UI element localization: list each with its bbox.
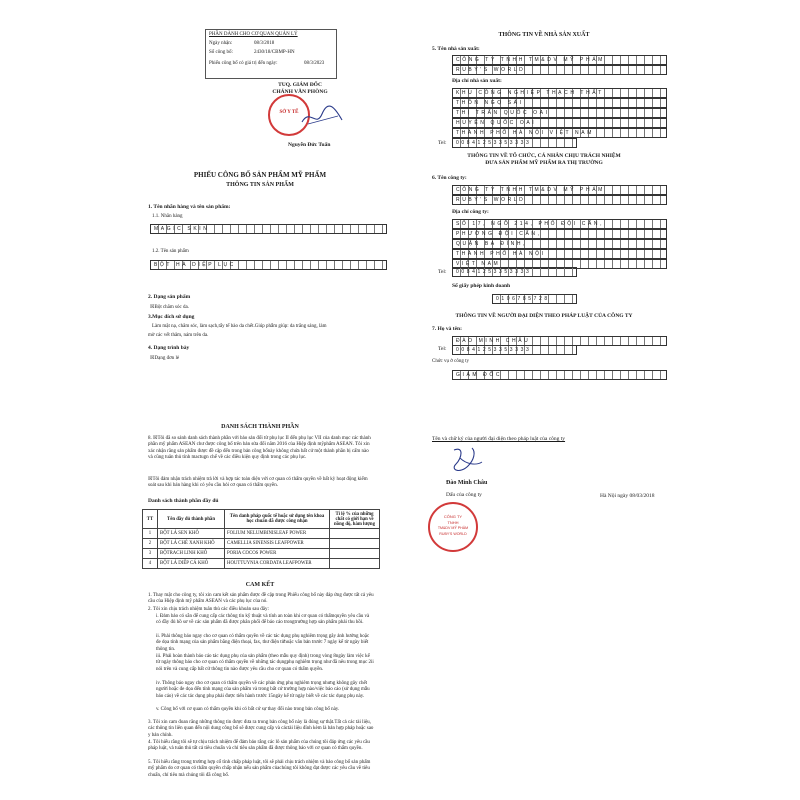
company-address-line-3: QUẬN BA ĐÌNH, <box>452 239 667 249</box>
page-ingredients <box>120 402 400 796</box>
ingredients-table-header <box>143 510 380 529</box>
q1-2-label: 1.2. Tên sản phẩm <box>152 249 189 254</box>
section-title: THÔNG TIN SẢN PHẨM <box>226 182 294 188</box>
row-index: 2 <box>143 539 158 549</box>
decl-number-label: Số công bố: <box>209 50 233 55</box>
valid-until-label: Phiếu công bố có giá trị đến ngày: <box>209 61 278 66</box>
row-index: 4 <box>143 559 158 569</box>
maker-address-line-5: THÀNH PHỐ HÀ NỘI VIỆT NAM <box>452 128 667 138</box>
q4-value: ☒Dạng đơn lẻ <box>150 356 180 361</box>
row-name: BỘT LÁ DIẾP CÁ KHÔ <box>158 559 225 569</box>
table-row <box>143 539 380 549</box>
legal-rep-title: THÔNG TIN VỀ NGƯỜI ĐẠI DIỆN THEO PHÁP LUẬT CỦA CÔNG TY <box>455 313 633 319</box>
signatory-role-1: TUQ. GIÁM ĐỐC <box>278 82 322 88</box>
q7-label: 7. Họ và tên: <box>432 326 462 332</box>
rep-tel-label: Tel: <box>438 346 447 352</box>
maker-name-line-1: CÔNG TY TNHH TM&DV MỸ PHẨM <box>452 55 667 65</box>
commitment-title: CAM KẾT <box>245 582 275 588</box>
q2-value: ☒Bột chăm sóc da. <box>150 305 189 310</box>
company-name-line-1: CÔNG TY TNHH TM&DV MỸ PHẨM <box>452 185 667 195</box>
col-header-limit: Tỉ lệ % của những chất có giới hạn về nồng độ, hàm lượng <box>330 510 380 529</box>
company-address-line-2: PHƯỜNG ĐỘI CẤN, <box>452 229 667 239</box>
q3-value-1: Làm mặt nạ, chăm sóc, làm sạch,tẩy tế bào da chết.Giúp phẫm giúp: da trắng sáng, làm <box>152 324 327 329</box>
company-seal-line-1: CÔNG TY <box>443 514 463 519</box>
commitment-1: 1. Thay mặt cho công ty, tôi xin cam kết sản phẩm được đề cập trong Phiếu công bố này đáp ứng được tất cả yêu cầu của Hiệp định mỹ phẩm ASEAN và các phụ lục của nó. <box>148 593 374 605</box>
commitment-3: 3. Tôi xin cam đoan rằng những thông tin được đưa ra trong bản công bố này là đúng sự thật.Tất cả các tài liệu, các thông tin liên quan đến nội dung công bố sẽ được cung cấp và cáctài liệu đính kèm là bản hợp pháp hoặc sao y bản chính. <box>148 720 374 738</box>
row-inci: PORIA COCOS POWER <box>225 549 330 559</box>
maker-tel-label: Tel: <box>438 140 447 146</box>
position-field: GIÁM ĐỐC <box>452 370 667 380</box>
company-tel-label: Tel: <box>438 269 447 275</box>
col-header-inci: Tên danh pháp quốc tế hoặc sử dụng tên khoa học chuẩn đã được công nhận <box>225 510 330 529</box>
statement-para-1: 8. ☒Tôi đã so sánh danh sách thành phần với bảo sản đối từ phụ lục II đến phụ lục VII của danh mục các thành phần mỹ phẩm ASEAN chư được công bố trên bản sửa đổi năm 2016 của Hiệp định mỹphẩm ASEAN. Tôi xin xác nhận rằng sản phẩm được đề cập đến trong bản công bốnày không chứa bất cứ một thành phần bị cấm nào và cũng tuân thủ tính mactugn chế về các điều kiện quy định trong các phụ lục. <box>148 436 371 461</box>
company-address-label: Địa chỉ công ty: <box>452 209 489 215</box>
maker-address-line-2: THÔN NGỌ SÀI <box>452 98 667 108</box>
maker-address-line-1: KHU CÔNG NGHIỆP THẠCH THẤT <box>452 88 667 98</box>
commitment-2-iii: iii. Phải hoàn thành báo cáo tác dụng phụ của sản phẩm (theo mẫu quy định) trong vòng 8ngày làm việc kể từ ngày thông báo cho cơ quan có thẩm quyền về những tác dụngphụ nghiêm trọng như đã nêu trong mục 2ii nói trên và cung cấp bất cứ thông tin nào được yêu cầu cho cơ quan có thẩm quyền. <box>156 654 374 672</box>
company-seal-line-3: TM&DV MỸ PHẨM <box>437 526 469 530</box>
brand-field: MAGIC SKIN <box>150 224 387 234</box>
row-inci: FOLIUM NELUMBINISLEAF POWER <box>225 529 330 539</box>
q2-label: 2. Dạng sản phẩm <box>148 294 191 300</box>
statement-para-2: ☒Tôi đảm nhận trách nhiệm trả lời và hợp tác toàn diện với cơ quan có thẩm quyền về bất kỳ hoạt động kiểm soát sau khi bán hàng khi có yêu cầu hỏi cơ quan có thẩm quyền. <box>148 477 368 489</box>
commitment-4: 4. Tôi hiểu rằng tôi sẽ tự chịu trách nhiệm để đảm bảo rằng các lô sản phẩm của chúng tôi đáp ứng các yêu cầu pháp luật, và tuân thủ tất cả tiêu chuẩn và chỉ tiêu sản phẩm đã được thông báo với cơ quan có thẩm quyền. <box>148 740 370 752</box>
company-address-line-4: THÀNH PHỐ HÀ NỘI <box>452 249 667 259</box>
signature-label: Tên và chữ ký của người đại diện theo pháp luật của công ty <box>432 436 566 442</box>
col-header-index: TT <box>143 510 158 529</box>
row-index: 3 <box>143 549 158 559</box>
rep-name-field: ĐÀO MINH CHÂU <box>452 336 667 346</box>
commitment-2-ii: ii. Phải thông báo ngay cho cơ quan có thẩm quyền về các tác dụng phụ nghiêm trọng gây ảnh hưởng hoặc đe dọa tính mạng của sản phẩm bằng điện thoại, fax, thư điện tửhoặc văn bản trước 7 ngày kể từ ngày biết thông tin. <box>156 634 370 652</box>
commitment-2-iv: iv. Thông báo ngay cho cơ quan có thẩm quyền về các phản ứng phụ nghiêm trọng nhưng không gây chết người hoặc đe dọa đến tính mạng của sản phẩm và trong bất cứ trường hợp nào/việc báo cáo (sử dụng mẫu báo cáo) về các tác dụng phụ phải được tiến hành trước 15ngày kể từ ngày biết về các tác dụng phụ này. <box>156 681 370 699</box>
row-limit <box>330 539 380 549</box>
receive-date-value: 08/3/2018 <box>254 41 275 46</box>
q4-label: 4. Dạng trình bày <box>148 345 190 351</box>
authority-box-header: PHẦN DÀNH CHO CƠ QUAN QUẢN LÝ <box>209 32 298 37</box>
row-limit <box>330 549 380 559</box>
maker-address-line-4: HUYỆN QUỐC OAI <box>452 118 667 128</box>
company-address-line-5: VIỆT NAM <box>452 259 667 269</box>
product-name-field: BỘT HÀ DIỆP LỤC <box>150 260 387 270</box>
col-header-name: Tên đầy đủ thành phần <box>158 510 225 529</box>
ingredients-table <box>142 509 380 569</box>
page-product-info <box>120 8 401 400</box>
row-name: BỘTRACH LINH KHÔ <box>158 549 225 559</box>
license-label: Số giấy phép kinh doanh <box>452 283 511 289</box>
rep-tel-field: 00841253353333 <box>452 345 577 355</box>
row-name: BỘT LÁ SEN KHÔ <box>158 529 225 539</box>
position-label: Chức vụ ở công ty <box>432 359 470 364</box>
company-rep-signature <box>446 444 486 478</box>
company-name-line-2: RUBY'S WORLD <box>452 195 667 205</box>
company-seal-line-4: RUBY'S WORLD <box>439 532 467 536</box>
form-title: PHIẾU CÔNG BỐ SẢN PHẨM MỸ PHẨM <box>193 171 327 179</box>
commitment-2: 2. Tôi xin chịu trách nhiệm tuân thủ các điều khoản sau đây: <box>148 607 269 612</box>
official-signature <box>298 102 348 132</box>
full-list-title: Danh sách thành phần đầy đủ <box>148 498 219 504</box>
signer-name: Đào Minh Châu <box>446 480 488 486</box>
table-row <box>143 529 380 539</box>
stamp-caption: Dấu của công ty <box>446 492 482 498</box>
responsible-title-1: THÔNG TIN VỀ TỔ CHỨC, CÁ NHÂN CHỊU TRÁCH NHIỆM <box>467 153 621 159</box>
q1-1-label: 1.1. Nhãn hàng <box>152 214 183 219</box>
company-address-line-1: SỐ 17, NGÕ 214, PHỐ ĐỘI CẤN, <box>452 219 667 229</box>
signatory-name: Nguyễn Đức Tuấn <box>288 142 331 148</box>
row-inci: HOUTTUYNIA CORDATA LEAFPOWER <box>225 559 330 569</box>
maker-tel-field: 00841253353333 <box>452 138 577 148</box>
authority-box <box>205 29 337 79</box>
q5-label: 5. Tên nhà sản xuất: <box>432 46 480 52</box>
row-inci: CAMELLIA SINENSIS LEAFPOWER <box>225 539 330 549</box>
row-limit <box>330 559 380 569</box>
table-row <box>143 559 380 569</box>
license-field: 0106785728 <box>492 294 577 304</box>
place-and-date: Hà Nội ngày 08/03/2018 <box>600 493 655 499</box>
q3-label: 3.Mục đích sử dụng <box>148 314 195 320</box>
signatory-role-2: CHÁNH VĂN PHÒNG <box>272 89 328 95</box>
commitment-2-i: i. Đảm bảo có sẵn để cung cấp các thông tin kỹ thuật và tính an toàn khi cơ quan có thẩmquyền yêu cầu và có đầy đủ hồ sơ về các sản phẩm đã được phân phối để báo cáo trongtrường hợp sản phẩm phải thu hồi. <box>156 614 370 626</box>
maker-address-label: Địa chỉ nhà sản xuất: <box>452 78 502 84</box>
commitment-2-v: v. Công bố với cơ quan có thẩm quyền khi có bất cứ sự thay đổi nào trong bản công bố này. <box>156 707 340 712</box>
health-dept-seal-text: SỞ Y TẾ <box>279 110 299 115</box>
company-tel-field: 00841253353333 <box>452 267 577 277</box>
maker-address-line-3: THỊ TRẤN QUỐC OAI <box>452 108 667 118</box>
q1-label: 1. Tên nhãn hàng và tên sản phẩm: <box>148 204 231 210</box>
receive-date-label: Ngày nhận: <box>209 41 233 46</box>
maker-name-line-2: RUBY'S WORLD <box>452 65 667 75</box>
valid-until-value: 08/3/2023 <box>304 61 325 66</box>
row-limit <box>330 529 380 539</box>
page-signature <box>400 402 688 796</box>
q6-label: 6. Tên công ty: <box>432 175 467 181</box>
commitment-5: 5. Tôi hiểu rằng trong trường hợp cố tình chấp pháp luật, tôi sẽ phải chịu trách nhiệm và bảo công bố sản phẩm mỹ phẩm do cơ quan có thẩm quyền chấp nhận nếu sản phẩm củachúng tôi không đạt được các yêu cầu về tiêu chuẩn, chỉ tiêu mà chúng tôi đã công bố. <box>148 760 371 778</box>
q3-value-2: mờ các vết thâm, nám trên da. <box>148 333 209 338</box>
page-manufacturer-info <box>400 8 688 400</box>
ingredients-title: DANH SÁCH THÀNH PHẦN <box>221 424 299 430</box>
responsible-title-2: ĐƯA SẢN PHẨM MỸ PHẨM RA THỊ TRƯỜNG <box>485 160 603 166</box>
company-seal <box>428 502 478 552</box>
company-seal-line-2: TNHH <box>447 520 459 525</box>
decl-number-value: 2430/18/CBMP-HN <box>254 50 295 55</box>
table-row <box>143 549 380 559</box>
row-index: 1 <box>143 529 158 539</box>
row-name: BỘT LÁ CHÈ XANH KHÔ <box>158 539 225 549</box>
manufacturer-title: THÔNG TIN VỀ NHÀ SẢN XUẤT <box>498 32 590 38</box>
